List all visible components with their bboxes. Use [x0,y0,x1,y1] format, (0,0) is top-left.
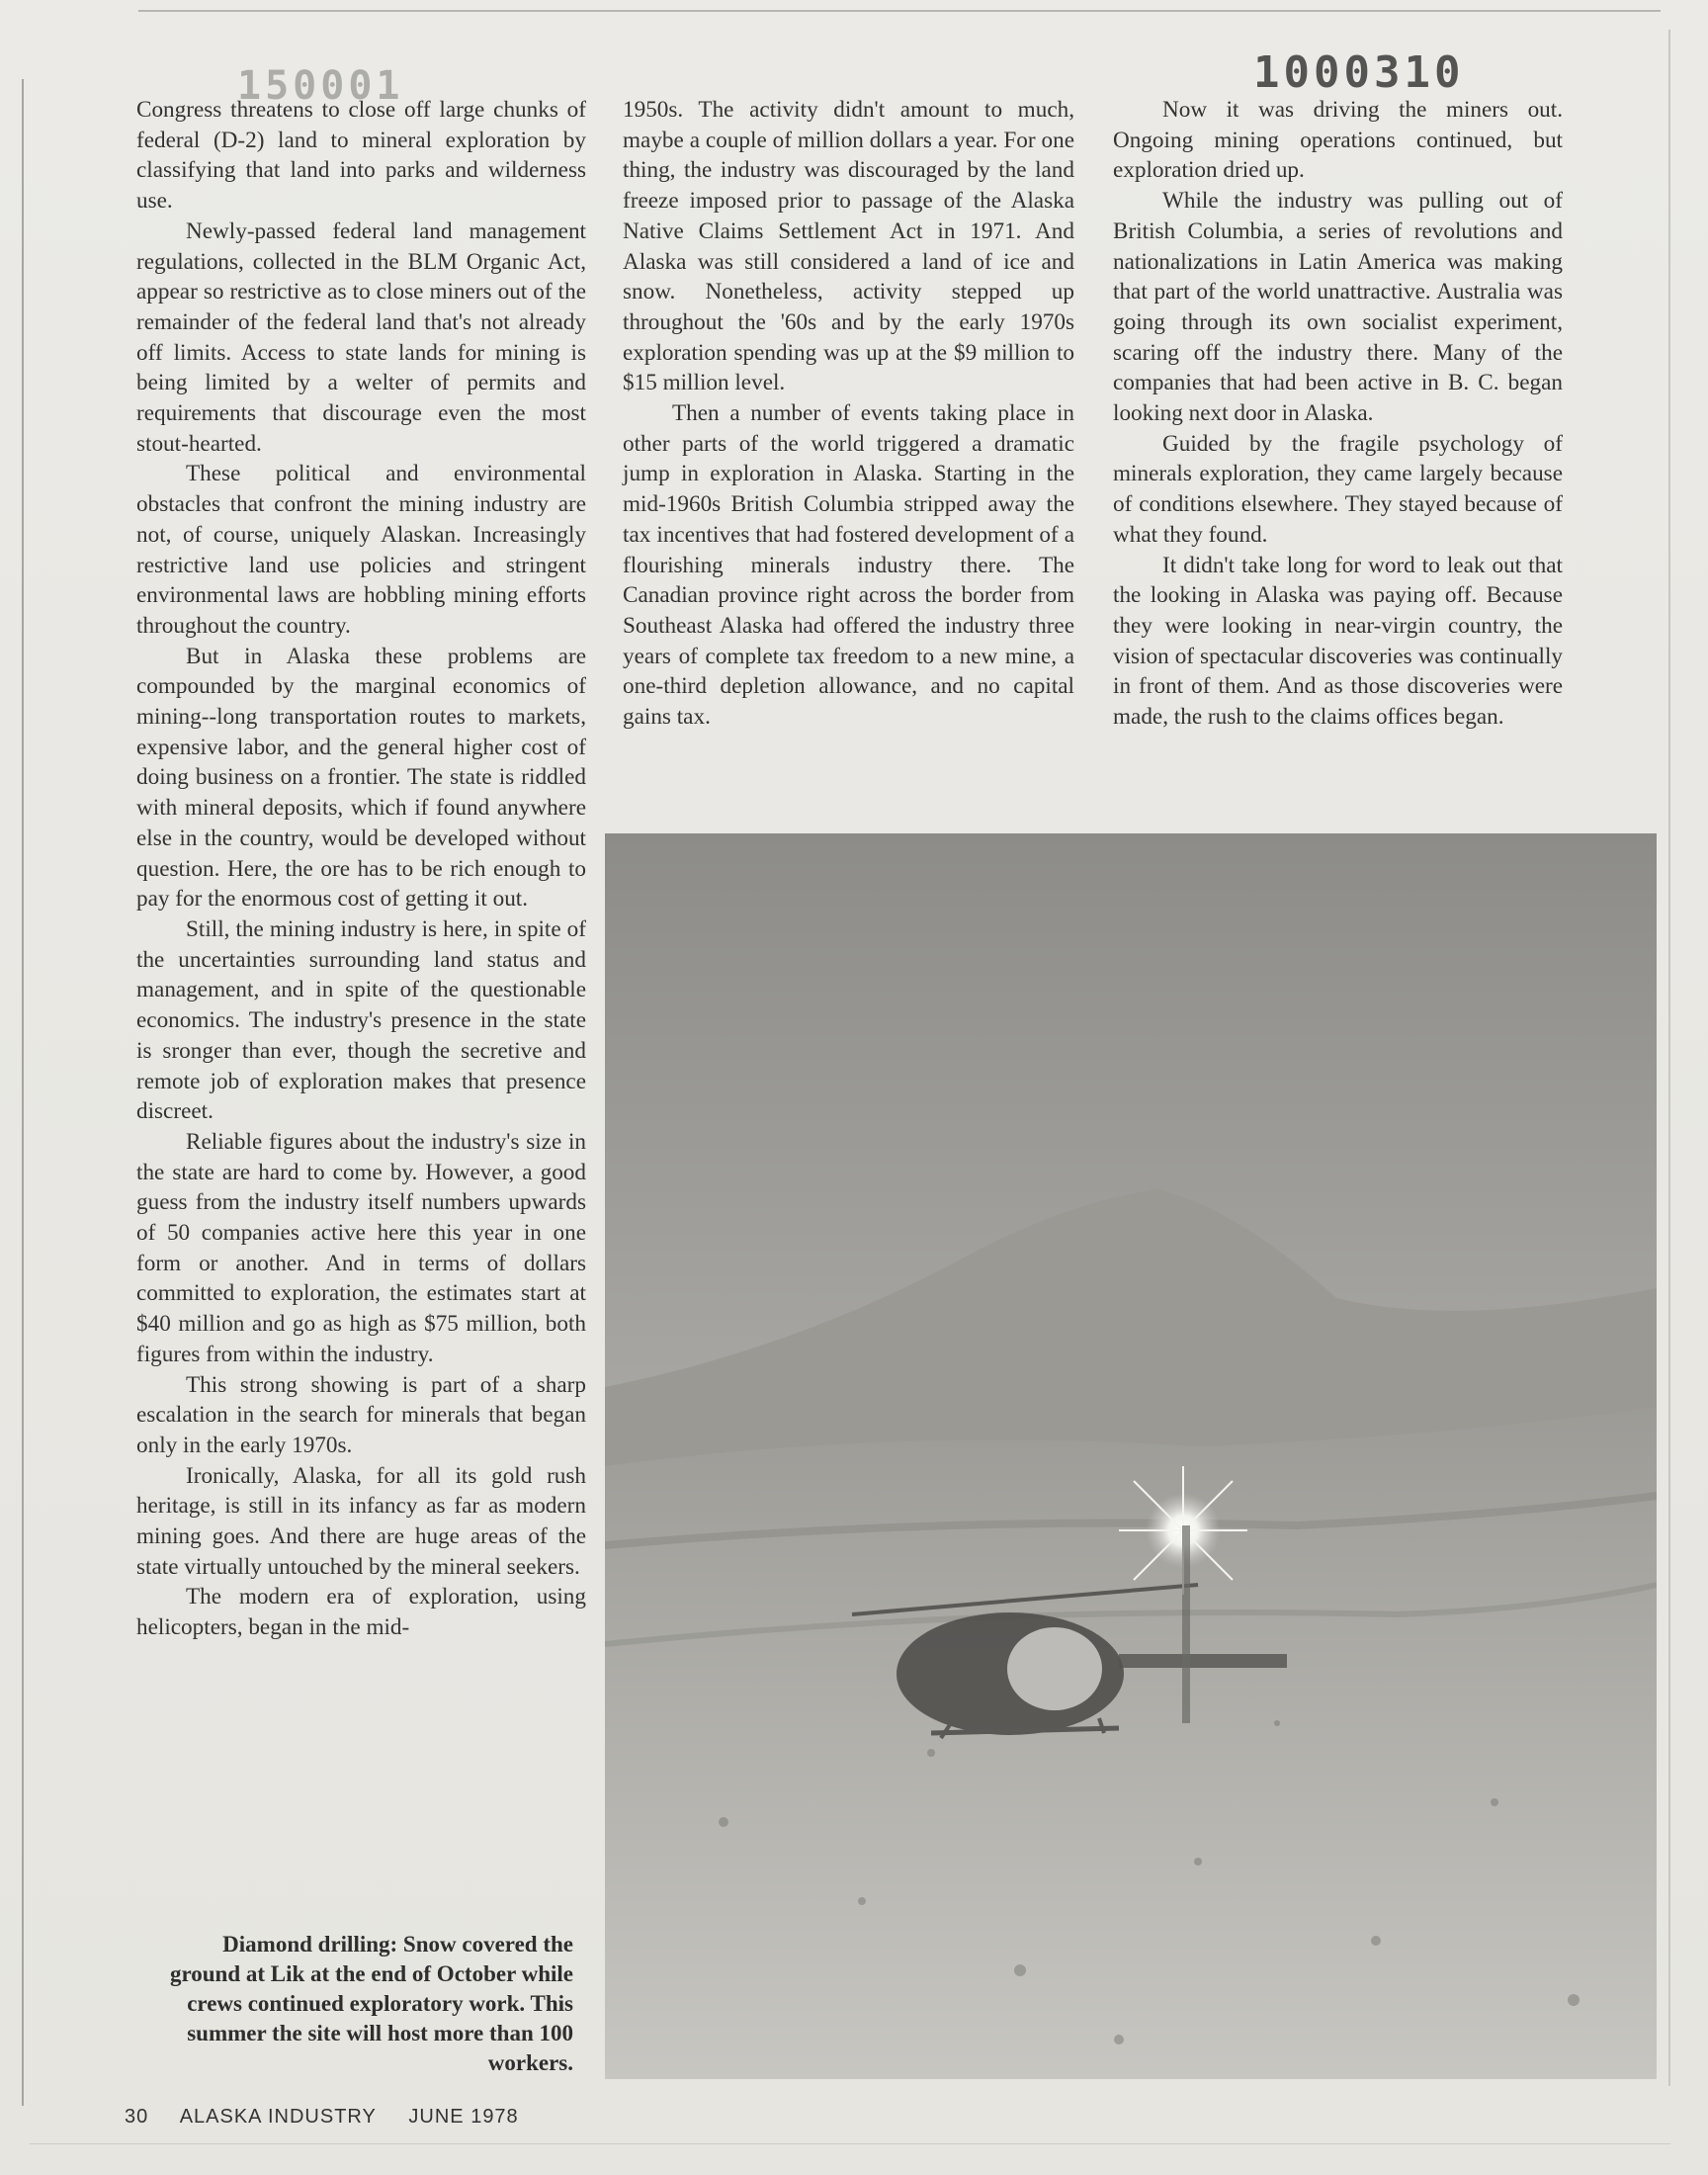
photo-illustration [605,833,1657,2079]
paragraph: Guided by the fragile psychology of minerals exploration, they came largely because of conditions elsewhere. They stayed because of what they found. [1113,430,1563,548]
paragraph: Newly-passed federal land management regulations, collected in the BLM Organic Act, appear so restrictive as to close miners out of the remainder of the federal land that's not already off limits. Access to state lands for mining is being limited by a welter of permits and requirements that discourage even the most stout-hearted. [136,218,586,457]
paragraph: Reliable figures about the industry's size in the state are hard to come by. However, a good guess from the industry itself numbers upwards of 50 companies active here this year in one form or another. And in terms of dollars committed to exploration, the estimates start at $40 million and go as high as $75 million, both figures from within the industry. [136,1128,586,1367]
paragraph: These political and environmental obstacles that confront the mining industry are not, of course, uniquely Alaskan. Increasingly restrictive land use policies and stringent environmental laws are hobbling mining efforts throughout the country. [136,461,586,639]
paragraph: It didn't take long for word to leak out that the looking in Alaska was paying off. Because they were looking in near-virgin country, the vision of spectacular discoveries was continually in front of them. And as those discoveries were made, the rush to the claims offices began. [1113,552,1563,731]
stamp-number-left: 150001 [237,63,404,109]
snow-field [605,1407,1657,2079]
stamp-number-right: 1000310 [1253,47,1465,98]
paragraph: This strong showing is part of a sharp escalation in the search for minerals that began only in the early 1970s. [136,1371,586,1458]
page-footer [125,2106,545,2129]
article-column-1 [136,95,586,1643]
photo-caption: Diamond drilling: Snow covered the ground at Lik at the end of October while crews continued exploratory work. This summer the site will host more than 100 workers. [169,1932,573,2075]
page-edge-right [1668,30,1670,2086]
paragraph: 1950s. The activity didn't amount to much, maybe a couple of million dollars a year. For one thing, the industry was discouraged by the land freeze imposed prior to passage of the Alaska Native Claims Settlement Act in 1971. And Alaska was still considered a land of ice and snow. Nonetheless, activity stepped up throughout the '60s and by the early 1970s exploration spending was up at the $9 million to $15 million level. [623,97,1074,396]
paragraph: Then a number of events taking place in other parts of the world triggered a dramatic jump in exploration in Alaska. Starting in the mid-1960s British Columbia stripped away the tax incentives that had fostered development of a flourishing minerals industry there. The Canadian province right across the border from Southeast Alaska had offered the industry three years of complete tax freedom to a new mine, a one-third depletion allowance, and no capital gains tax. [623,400,1074,731]
article-column-2 [623,95,1074,733]
publication-name: ALASKA INDUSTRY [179,2106,377,2128]
paragraph: Ironically, Alaska, for all its gold rush heritage, is still in its infancy as far as modern mining goes. And there are huge areas of the state virtually untouched by the mineral seekers. [136,1462,586,1580]
paragraph: But in Alaska these problems are compounded by the marginal economics of mining--long transportation routes to markets, expensive labor, and the general higher cost of doing business on a frontier. The state is riddled with mineral deposits, which if found anywhere else in the country, would be developed without question. Here, the ore has to be rich enough to pay for the enormous cost of getting it out. [136,643,586,913]
paragraph: While the industry was pulling out of British Columbia, a series of revolutions and nationalizations in Latin America was making that part of the world unattractive. Australia was going through its own socialist experiment, scaring off the industry there. Many of the companies that had been active in B. C. began looking next door in Alaska. [1113,188,1563,427]
paragraph: Still, the mining industry is here, in spite of the uncertainties surrounding land status and management, and in spite of the questionable economics. The industry's presence in the state is sronger than ever, though the secretive and remote job of exploration makes that presence discreet. [136,915,586,1125]
paragraph: Congress threatens to close off large chunks of federal (D-2) land to mineral exploration by classifying that land into parks and wilderness use. [136,97,586,215]
page-edge-left [22,79,24,2106]
paragraph: The modern era of exploration, using helicopters, began in the mid- [136,1584,586,1641]
helicopter-photo [605,833,1657,2079]
page-number: 30 [125,2106,149,2128]
top-rule [138,10,1661,12]
paragraph: Now it was driving the miners out. Ongoing mining operations continued, but exploration dried up. [1113,97,1563,184]
issue-date: JUNE 1978 [408,2106,519,2128]
article-column-3 [1113,95,1563,733]
bottom-rule [30,2143,1670,2144]
drill-rig-mast [1182,1525,1190,1723]
